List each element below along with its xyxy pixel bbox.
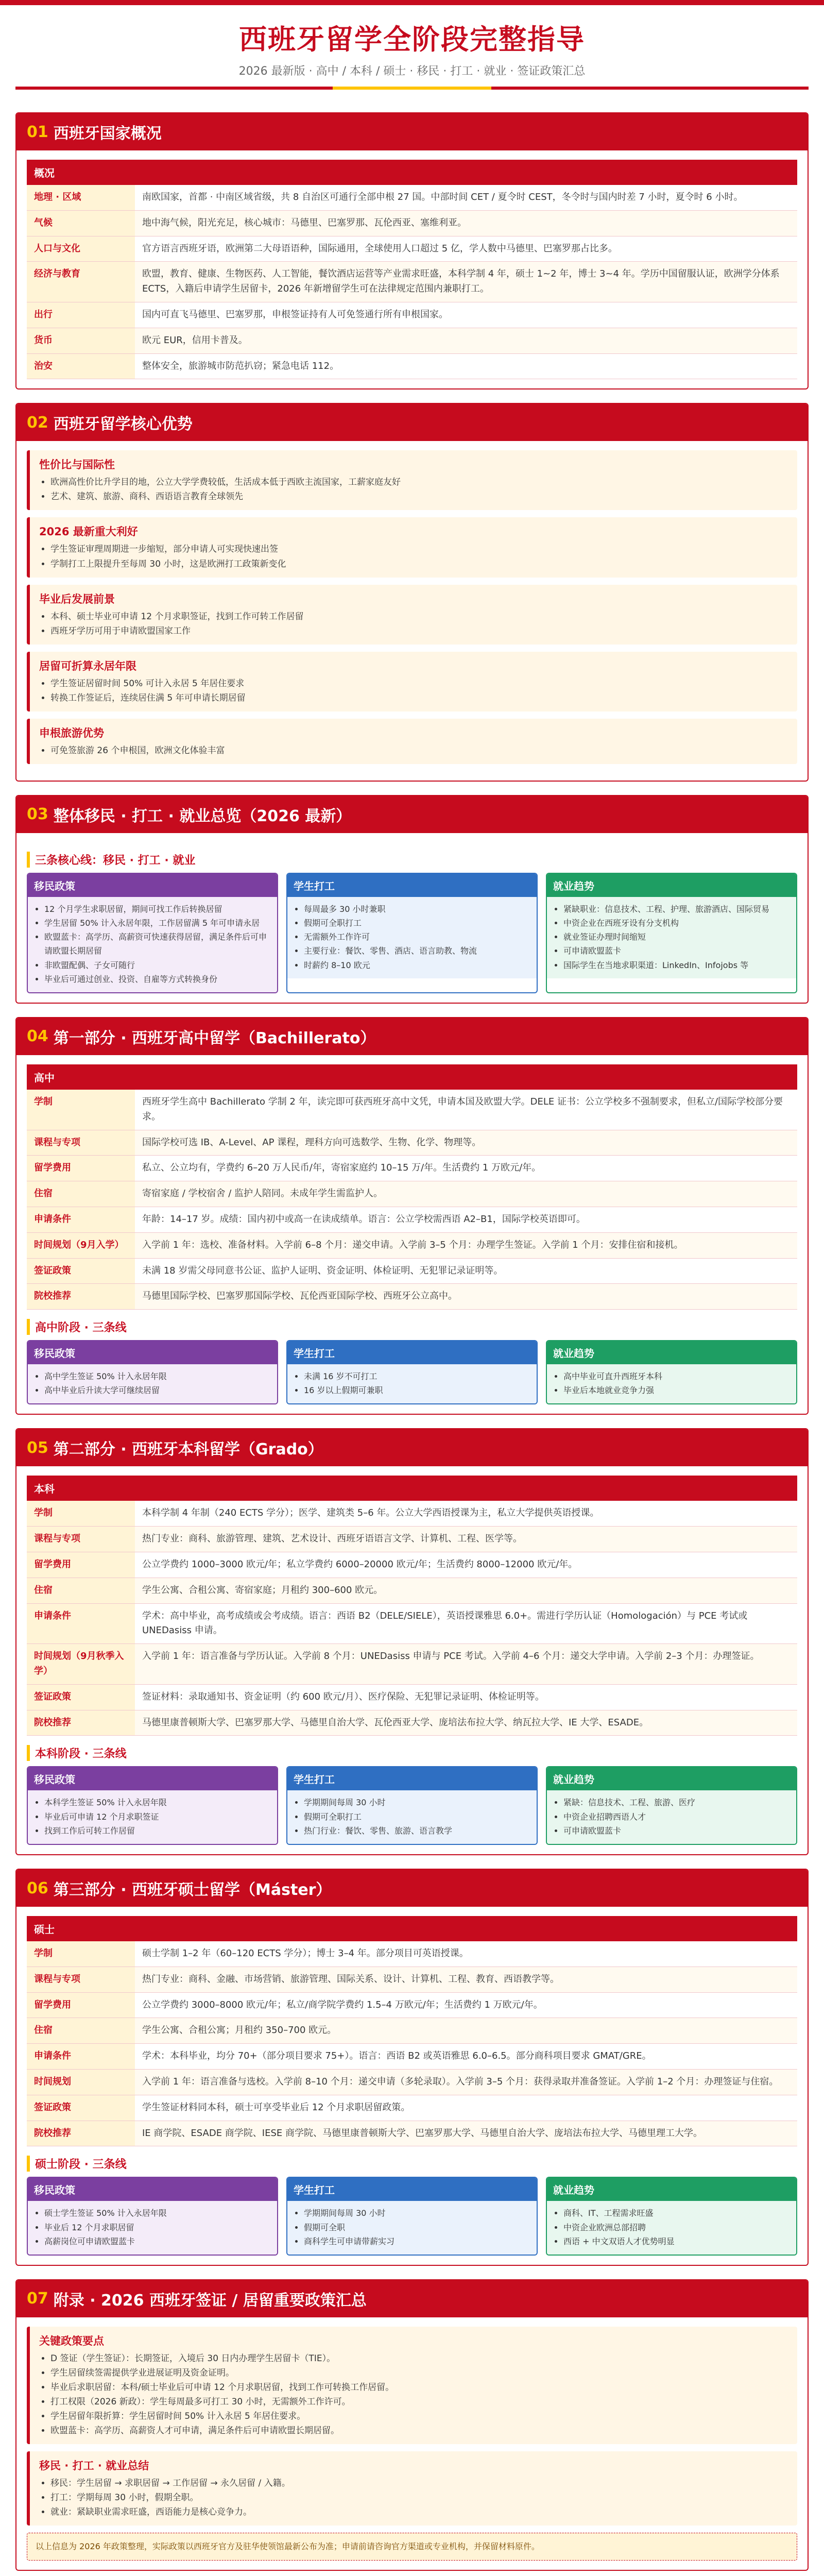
row-key: 人口与文化 <box>27 236 135 262</box>
card-title: 学生打工 <box>287 1341 537 1364</box>
employment-card <box>546 873 797 993</box>
section-header <box>16 1018 808 1055</box>
callout-box <box>27 450 797 510</box>
list-item: • 商科、IT、工程需求旺盛 <box>563 2206 789 2220</box>
row-value: 本科学制 4 年制（240 ECTS 学分）；医学、建筑类 5–6 年。公立大学西语授课为主，私立大学提供英语授课。 <box>135 1501 797 1526</box>
list-item: • 打工：学期每周 30 小时，假期全职。 <box>50 2490 788 2505</box>
section-title: 整体移民 · 打工 · 就业总览（2026 最新） <box>53 807 352 825</box>
list-item: • 高薪岗位可申请欧盟蓝卡 <box>44 2234 270 2248</box>
table-row <box>27 328 797 353</box>
list-item: • 移民：学生居留 → 求职居留 → 工作居留 → 永久居留 / 入籍。 <box>50 2476 788 2490</box>
employment-card <box>546 2177 797 2256</box>
row-value: IE 商学院、ESADE 商学院、IESE 商学院、马德里康普顿斯大学、巴塞罗那大学、马德里自治大学、庞培法布拉大学、马德里理工大学。 <box>135 2121 797 2146</box>
section-master <box>15 1869 809 2266</box>
list-item: • 中资企业欧洲总部招聘 <box>563 2221 789 2234</box>
callout-title: 居留可折算永居年限 <box>39 659 136 672</box>
card-title: 学生打工 <box>287 1767 537 1790</box>
table-row <box>27 1156 797 1181</box>
three-column-cards <box>27 2177 797 2256</box>
section-number: 04 <box>27 1027 48 1046</box>
section-number: 02 <box>27 413 48 432</box>
list-item: • 热门行业：餐饮、零售、旅游、语言教学 <box>304 1824 529 1838</box>
list-item: • 非欧盟配偶、子女可随行 <box>44 958 270 972</box>
row-value: 寄宿家庭 / 学校宿舍 / 监护人陪同。未成年学生需监护人。 <box>135 1181 797 1207</box>
list-item: • 学期期间每周 30 小时 <box>304 1795 529 1809</box>
part-time-work-card <box>286 2177 538 2256</box>
row-key: 学制 <box>27 1941 135 1967</box>
table-row <box>27 1181 797 1207</box>
list-item: • 16 岁以上假期可兼职 <box>304 1383 529 1397</box>
employment-card <box>546 1340 797 1404</box>
callout-title: 性价比与国际性 <box>39 459 115 471</box>
row-key: 申请条件 <box>27 2044 135 2070</box>
list-item: • 学生签证审理周期进一步缩短，部分申请人可实现快速出签 <box>50 542 788 556</box>
section-number: 01 <box>27 123 48 141</box>
table-row <box>27 1603 797 1644</box>
row-key: 货币 <box>27 328 135 353</box>
section-header <box>16 1429 808 1466</box>
list-item: • 假期可全职打工 <box>304 1810 529 1824</box>
table-row <box>27 302 797 328</box>
list-item: • 高中毕业可直升西班牙本科 <box>563 1369 789 1383</box>
section-country-overview <box>15 112 809 389</box>
bachelor-table <box>27 1476 797 1736</box>
section-title: 第一部分 · 西班牙高中留学（Bachillerato） <box>53 1029 376 1047</box>
table-row <box>27 2121 797 2146</box>
row-key: 课程与专项 <box>27 1967 135 1992</box>
list-item: • 学生居留 50% 计入永居年限，工作居留满 5 年可申请永居 <box>44 916 270 930</box>
row-key: 院校推荐 <box>27 2121 135 2146</box>
list-item: • 就业签证办理时间缩短 <box>563 930 789 944</box>
callout-list <box>39 609 788 638</box>
list-item: • 学生居留年限折算：学生居留时间 50% 计入永居 5 年居住要求。 <box>50 2409 788 2424</box>
card-list <box>28 897 277 992</box>
row-key: 地理 · 区域 <box>27 185 135 210</box>
callout-title: 申根旅游优势 <box>39 726 104 739</box>
list-item: • 毕业后求职居留：本科/硕士毕业后可申请 12 个月求职居留，找到工作可转换工作居留。 <box>50 2380 788 2395</box>
card-list <box>547 897 796 978</box>
card-list <box>287 1790 537 1844</box>
card-title: 就业趋势 <box>547 874 796 897</box>
list-item: • 西班牙学历可用于申请欧盟国家工作 <box>50 624 788 638</box>
callout-list <box>39 2351 788 2438</box>
list-item: • 本科、硕士毕业可申请 12 个月求职签证，找到工作可转工作居留 <box>50 609 788 624</box>
table-body <box>27 1941 797 2146</box>
three-column-cards <box>27 1340 797 1404</box>
top-bar <box>0 0 824 5</box>
row-value: 国内可直飞马德里、巴塞罗那，申根签证持有人可免签通行所有申根国家。 <box>135 302 797 328</box>
row-value: 硕士学制 1–2 年（60–120 ECTS 学分）；博士 3–4 年。部分项目可英语授课。 <box>135 1941 797 1967</box>
list-item: • 可申请欧盟蓝卡 <box>563 944 789 958</box>
list-item: • 毕业后 12 个月求职居留 <box>44 2221 270 2234</box>
row-value: 学生公寓、合租公寓、寄宿家庭；月租约 300–600 欧元。 <box>135 1578 797 1603</box>
section-title: 西班牙留学核心优势 <box>53 415 193 434</box>
card-title: 移民政策 <box>28 2178 277 2201</box>
row-value: 马德里国际学校、巴塞罗那国际学校、瓦伦西亚国际学校、西班牙公立高中。 <box>135 1284 797 1310</box>
three-column-cards <box>27 1766 797 1845</box>
card-list <box>28 1364 277 1403</box>
page-title: 西班牙留学全阶段完整指导 <box>239 23 585 56</box>
table-row <box>27 353 797 379</box>
row-value: 入学前 1 年：语言准备与选校。入学前 8–10 个月：递交申请（多轮录取）。入学前 3–5 个月：获得录取并准备签证。入学前 1–2 个月：办理签证与住宿。 <box>135 2069 797 2095</box>
row-key: 时间规划（9月入学） <box>27 1232 135 1258</box>
list-item: • 就业：紧缺职业需求旺盛，西语能力是核心竞争力。 <box>50 2505 788 2519</box>
table-row <box>27 1501 797 1526</box>
section-title: 西班牙国家概况 <box>53 125 162 143</box>
card-list <box>547 1790 796 1844</box>
list-item: • 学制打工上限提升至每周 30 小时，这是欧洲打工政策新变化 <box>50 557 788 571</box>
list-item: • 紧缺职业：信息技术、工程、护理、旅游酒店、国际贸易 <box>563 902 789 916</box>
immigration-card <box>27 1340 278 1404</box>
card-list <box>547 2201 796 2255</box>
title-rule <box>15 87 809 90</box>
table-header: 本科 <box>27 1476 797 1501</box>
list-item: • D 签证（学生签证）：长期签证，入境后 30 日内办理学生居留卡（TIE）。 <box>50 2351 788 2366</box>
section-body <box>16 1055 808 1414</box>
part-time-work-card <box>286 1340 538 1404</box>
table-row <box>27 1992 797 2018</box>
list-item: • 欧盟蓝卡：高学历、高薪资可快速获得居留，满足条件后可申请欧盟长期居留 <box>44 930 270 958</box>
callout-list <box>39 2476 788 2519</box>
table-row <box>27 1130 797 1156</box>
table-row <box>27 1207 797 1232</box>
callout-title: 移民 · 打工 · 就业总结 <box>39 2460 149 2472</box>
row-key: 留学费用 <box>27 1156 135 1181</box>
list-item: • 硕士学生签证 50% 计入永居年限 <box>44 2206 270 2220</box>
section-body <box>16 833 808 1003</box>
row-value: 热门专业：商科、金融、市场营销、旅游管理、国际关系、设计、计算机、工程、教育、西语教学等。 <box>135 1967 797 1992</box>
part-time-work-card <box>286 873 538 993</box>
row-key: 住宿 <box>27 2018 135 2044</box>
footer <box>0 2571 824 2576</box>
list-item: • 欧洲高性价比升学目的地，公立大学学费较低，生活成本低于西欧主流国家，工薪家庭友好 <box>50 475 788 489</box>
high-school-table <box>27 1064 797 1310</box>
row-value: 公立学费约 1000–3000 欧元/年；私立学费约 6000–20000 欧元/年；生活费约 8000–12000 欧元/年。 <box>135 1552 797 1578</box>
row-value: 欧盟，教育、健康、生物医药、人工智能，餐饮酒店运营等产业需求旺盛，本科学制 4 年，硕士 1~2 年，博士 3~4 年。学历中国留服认证，欧洲学分体系 ECTS，入籍后申请学生居留卡，2026 年新增留学生可在法律规定范围内兼职打工。 <box>135 262 797 302</box>
subsection-title: 高中阶段 · 三条线 <box>27 1319 797 1335</box>
list-item: • 本科学生签证 50% 计入永居年限 <box>44 1795 270 1809</box>
row-value: 热门专业：商科、旅游管理、建筑、艺术设计、西班牙语语言文学、计算机、工程、医学等。 <box>135 1527 797 1552</box>
callout-box <box>27 2327 797 2444</box>
section-overview-three-lines <box>15 795 809 1004</box>
section-header <box>16 1870 808 1907</box>
table-row <box>27 1684 797 1710</box>
list-item: • 转换工作签证后，连续居住满 5 年可申请长期居留 <box>50 691 788 705</box>
section-body <box>16 2317 808 2570</box>
part-time-work-card <box>286 1766 538 1845</box>
section-number: 03 <box>27 805 48 824</box>
table-row <box>27 1284 797 1310</box>
row-value: 入学前 1 年：选校、准备材料。入学前 6–8 个月：递交申请。入学前 3–5 个月：办理学生签证。入学前 1 个月：安排住宿和接机。 <box>135 1232 797 1258</box>
section-title: 附录 · 2026 西班牙签证 / 居留重要政策汇总 <box>53 2291 367 2310</box>
row-key: 出行 <box>27 302 135 328</box>
card-title: 移民政策 <box>28 874 277 897</box>
table-row <box>27 1967 797 1992</box>
row-key: 治安 <box>27 353 135 379</box>
table-row <box>27 1941 797 1967</box>
table-row <box>27 1710 797 1736</box>
row-value: 学术：高中毕业，高考成绩或会考成绩。语言：西语 B2（DELE/SIELE），英语授课雅思 6.0+。需进行学历认证（Homologación）与 PCE 考试或 UNEDasiss 申请。 <box>135 1603 797 1644</box>
list-item: • 时薪约 8–10 欧元 <box>304 958 529 972</box>
row-value: 南欧国家，首都 · 中南区域省级，共 8 自治区可通行全部申根 27 国。中部时间 CET / 夏令时 CEST，冬令时与国内时差 7 小时，夏令时 6 小时。 <box>135 185 797 210</box>
table-body <box>27 1501 797 1735</box>
page-subtitle: 2026 最新版 · 高中 / 本科 / 硕士 · 移民 · 打工 · 就业 · 签证政策汇总 <box>238 65 586 78</box>
callout-box <box>27 652 797 711</box>
row-value: 签证材料：录取通知书、资金证明（约 600 欧元/月）、医疗保险、无犯罪记录证明、体检证明等。 <box>135 1684 797 1710</box>
list-item: • 艺术、建筑、旅游、商科、西语语言教育全球领先 <box>50 489 788 504</box>
card-title: 学生打工 <box>287 2178 537 2201</box>
list-item: • 毕业后可申请 12 个月求职签证 <box>44 1810 270 1824</box>
table-row <box>27 1644 797 1685</box>
callout-list <box>39 676 788 705</box>
callout-title: 关键政策要点 <box>39 2334 104 2347</box>
table-row <box>27 2069 797 2095</box>
row-key: 学制 <box>27 1090 135 1130</box>
immigration-card <box>27 1766 278 1845</box>
callout-list <box>39 542 788 571</box>
list-item: • 紧缺：信息技术、工程、旅游、医疗 <box>563 1795 789 1809</box>
list-item: • 假期可全职打工 <box>304 916 529 930</box>
table-row <box>27 236 797 262</box>
list-item: • 主要行业：餐饮、零售、酒店、语言助教、物流 <box>304 944 529 958</box>
section-body <box>16 1466 808 1854</box>
row-value: 公立学费约 3000–8000 欧元/年；私立/商学院学费约 1.5–4 万欧元/年；生活费约 1 万欧元/年。 <box>135 1992 797 2018</box>
section-bachelor <box>15 1428 809 1855</box>
callout-title: 毕业后发展前景 <box>39 592 115 605</box>
row-key: 签证政策 <box>27 1684 135 1710</box>
list-item: • 12 个月学生求职居留，期间可找工作后转换居留 <box>44 902 270 916</box>
table-body <box>27 1090 797 1310</box>
table-row <box>27 1552 797 1578</box>
row-key: 时间规划 <box>27 2069 135 2095</box>
row-value: 地中海气候，阳光充足，核心城市：马德里、巴塞罗那、瓦伦西亚、塞维利亚。 <box>135 210 797 236</box>
section-header <box>16 796 808 833</box>
row-value: 入学前 1 年：语言准备与学历认证。入学前 8 个月：UNEDasiss 申请与 PCE 考试。入学前 4–6 个月：递交大学申请。入学前 2–3 个月：办理签证。 <box>135 1644 797 1685</box>
row-key: 签证政策 <box>27 2095 135 2121</box>
row-value: 国际学校可选 IB、A-Level、AP 课程，理科方向可选数学、生物、化学、物理等。 <box>135 1130 797 1156</box>
section-header <box>16 113 808 150</box>
section-number: 05 <box>27 1438 48 1457</box>
row-key: 申请条件 <box>27 1207 135 1232</box>
row-value: 西班牙学生高中 Bachillerato 学制 2 年，读完即可获西班牙高中文凭，申请本国及欧盟大学。DELE 证书：公立学校多不强制要求，但私立/国际学校部分要求。 <box>135 1090 797 1130</box>
row-key: 院校推荐 <box>27 1284 135 1310</box>
three-column-cards <box>27 873 797 993</box>
list-item: • 高中毕业后升读大学可继续居留 <box>44 1383 270 1397</box>
table-row <box>27 1232 797 1258</box>
table-row <box>27 262 797 302</box>
list-item: • 毕业后本地就业竞争力强 <box>563 1383 789 1397</box>
hero <box>0 5 824 99</box>
table-body <box>27 185 797 379</box>
table-row <box>27 1090 797 1130</box>
section-appendix-policies <box>15 2279 809 2571</box>
policy-callouts <box>27 2327 797 2526</box>
row-key: 院校推荐 <box>27 1710 135 1736</box>
table-header: 概况 <box>27 160 797 185</box>
card-list <box>287 897 537 978</box>
callout-box <box>27 2451 797 2526</box>
row-key: 住宿 <box>27 1578 135 1603</box>
row-value: 未满 18 岁需父母同意书公证、监护人证明、资金证明、体检证明、无犯罪记录证明等。 <box>135 1258 797 1284</box>
list-item: • 学生居留续签需提供学业进展证明及资金证明。 <box>50 2366 788 2380</box>
row-key: 时间规划（9月秋季入学） <box>27 1644 135 1685</box>
list-item: • 国际学生在当地求职渠道：LinkedIn、Infojobs 等 <box>563 958 789 972</box>
table-row <box>27 1258 797 1284</box>
list-item: • 可申请欧盟蓝卡 <box>563 1824 789 1838</box>
callout-list <box>39 743 788 758</box>
row-value: 年龄：14–17 岁。成绩：国内初中或高一在读成绩单。语言：公立学校需西语 A2–B1，国际学校英语即可。 <box>135 1207 797 1232</box>
section-header <box>16 404 808 441</box>
row-value: 私立、公立均有，学费约 6–20 万人民币/年，寄宿家庭约 10–15 万/年。生活费约 1 万欧元/年。 <box>135 1156 797 1181</box>
table-header: 高中 <box>27 1064 797 1090</box>
card-list <box>287 1364 537 1403</box>
list-item: • 打工权限（2026 新政）：学生每周最多可打工 30 小时，无需额外工作许可。 <box>50 2395 788 2409</box>
list-item: • 假期可全职 <box>304 2221 529 2234</box>
section-body <box>16 1907 808 2265</box>
row-value: 官方语言西班牙语，欧洲第二大母语语种，国际通用，全球使用人口超过 5 亿，学人数中马德里、巴塞罗那占比多。 <box>135 236 797 262</box>
card-title: 就业趋势 <box>547 1767 796 1790</box>
list-item: • 高中学生签证 50% 计入永居年限 <box>44 1369 270 1383</box>
callout-list <box>39 475 788 504</box>
list-item: • 中资企业在西班牙设有分支机构 <box>563 916 789 930</box>
row-key: 课程与专项 <box>27 1130 135 1156</box>
callout-title: 2026 最新重大利好 <box>39 526 138 538</box>
callout-box <box>27 517 797 577</box>
row-value: 整体安全，旅游城市防范扒窃；紧急电话 112。 <box>135 353 797 379</box>
card-title: 移民政策 <box>28 1341 277 1364</box>
list-item: • 找到工作后可转工作居留 <box>44 1824 270 1838</box>
immigration-card <box>27 873 278 993</box>
row-value: 马德里康普顿斯大学、巴塞罗那大学、马德里自治大学、瓦伦西亚大学、庞培法布拉大学、纳瓦拉大学、IE 大学、ESADE。 <box>135 1710 797 1736</box>
table-row <box>27 2095 797 2121</box>
table-row <box>27 1527 797 1552</box>
list-item: • 西语 + 中文双语人才优势明显 <box>563 2234 789 2248</box>
card-title: 就业趋势 <box>547 2178 796 2201</box>
row-key: 住宿 <box>27 1181 135 1207</box>
row-key: 留学费用 <box>27 1552 135 1578</box>
row-key: 申请条件 <box>27 1603 135 1644</box>
callout-box <box>27 585 797 645</box>
row-key: 留学费用 <box>27 1992 135 2018</box>
overview-table <box>27 160 797 379</box>
card-list <box>287 2201 537 2255</box>
section-body <box>16 150 808 388</box>
callout-box <box>27 719 797 764</box>
table-row <box>27 210 797 236</box>
section-core-advantages <box>15 403 809 781</box>
immigration-card <box>27 2177 278 2256</box>
section-title: 第二部分 · 西班牙本科留学（Grado） <box>53 1440 323 1459</box>
list-item: • 无需额外工作许可 <box>304 930 529 944</box>
card-title: 移民政策 <box>28 1767 277 1790</box>
row-key: 学制 <box>27 1501 135 1526</box>
list-item: • 商科学生可申请带薪实习 <box>304 2234 529 2248</box>
card-list <box>28 1790 277 1844</box>
section-number: 06 <box>27 1879 48 1897</box>
row-value: 欧元 EUR，信用卡普及。 <box>135 328 797 353</box>
row-key: 签证政策 <box>27 1258 135 1284</box>
table-header: 硕士 <box>27 1916 797 1941</box>
card-title: 就业趋势 <box>547 1341 796 1364</box>
disclaimer-note: 以上信息为 2026 年政策整理，实际政策以西班牙官方及驻华使领馆最新公布为准；申请前请咨询官方渠道或专业机构，并保留材料原件。 <box>27 2533 797 2560</box>
section-number: 07 <box>27 2290 48 2308</box>
card-list <box>28 2201 277 2255</box>
row-value: 学生签证材料同本科，硕士可享受毕业后 12 个月求职居留政策。 <box>135 2095 797 2121</box>
list-item: • 每周最多 30 小时兼职 <box>304 902 529 916</box>
list-item: • 欧盟蓝卡：高学历、高薪资人才可申请，满足条件后可申请欧盟长期居留。 <box>50 2424 788 2438</box>
subsection-title: 本科阶段 · 三条线 <box>27 1745 797 1761</box>
table-row <box>27 185 797 210</box>
advantage-callouts <box>16 441 808 780</box>
row-value: 学术：本科毕业，均分 70+（部分项目要求 75+）。语言：西语 B2 或英语雅思 6.0–6.5。部分商科项目要求 GMAT/GRE。 <box>135 2044 797 2070</box>
row-key: 课程与专项 <box>27 1527 135 1552</box>
table-row <box>27 2018 797 2044</box>
subsection-title: 硕士阶段 · 三条线 <box>27 2156 797 2172</box>
subsection-title: 三条核心线：移民 · 打工 · 就业 <box>27 852 797 868</box>
list-item: • 学生签证居留时间 50% 可计入永居 5 年居住要求 <box>50 676 788 691</box>
row-key: 气候 <box>27 210 135 236</box>
list-item: • 毕业后可通过创业、投资、自雇等方式转换身份 <box>44 972 270 986</box>
table-row <box>27 2044 797 2070</box>
card-title: 学生打工 <box>287 874 537 897</box>
section-header <box>16 2280 808 2317</box>
employment-card <box>546 1766 797 1845</box>
list-item: • 可免签旅游 26 个申根国，欧洲文化体验丰富 <box>50 743 788 758</box>
section-title: 第三部分 · 西班牙硕士留学（Máster） <box>53 1881 332 1899</box>
list-item: • 未满 16 岁不可打工 <box>304 1369 529 1383</box>
table-row <box>27 1578 797 1603</box>
row-key: 经济与教育 <box>27 262 135 302</box>
row-value: 学生公寓、合租公寓；月租约 350–700 欧元。 <box>135 2018 797 2044</box>
list-item: • 中资企业招聘西语人才 <box>563 1810 789 1824</box>
list-item: • 学期期间每周 30 小时 <box>304 2206 529 2220</box>
section-high-school <box>15 1017 809 1415</box>
card-list <box>547 1364 796 1403</box>
master-table <box>27 1916 797 2146</box>
